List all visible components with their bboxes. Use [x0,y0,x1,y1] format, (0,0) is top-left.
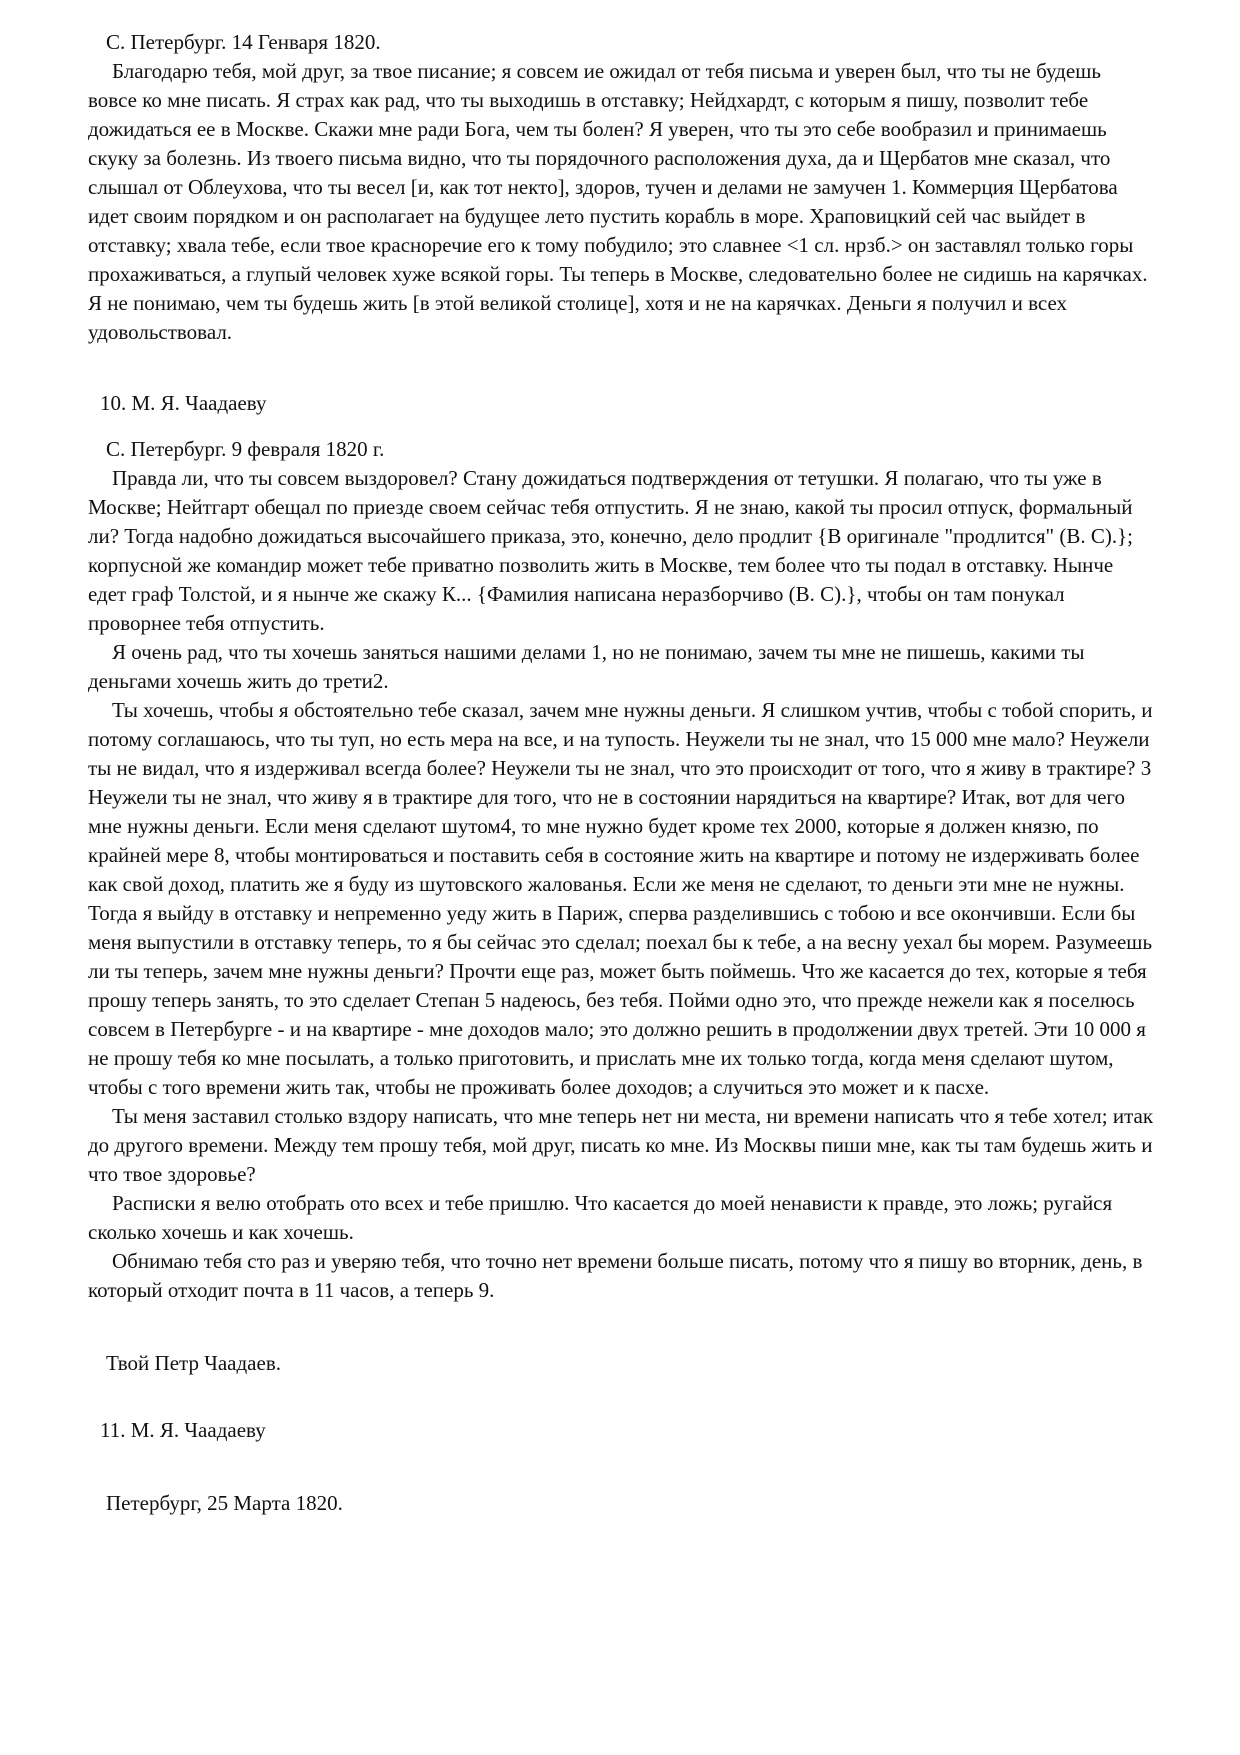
letter9-paragraph: Благодарю тебя, мой друг, за твое писание; я совсем ие ожидал от тебя письма и уверен был, что ты не будешь вовсе ко мне писать. Я страх как рад, что ты выходишь в отставку; Нейдхардт, с которым я пишу, позволит тебе дожидаться ее в Москве. Скажи мне ради Бога, чем ты болен? Я уверен, что ты это себе вообразил и принимаешь скуку за болезнь. Из твоего письма видно, что ты порядочного расположения духа, да и Щербатов мне сказал, что слышал от Облеухова, что ты весел [и, как тот некто], здоров, тучен и делами не замучен 1. Коммерция Щербатова идет своим порядком и он располагает на будущее лето пустить корабль в море. Храповицкий сей час выйдет в отставку; хвала тебе, если твое красноречие его к тому побудило; это славнее <1 сл. нрзб.> он заставлял только горы прохаживаться, а глупый человек хуже всякой горы. Ты теперь в Москве, следовательно более не сидишь на карячках. Я не понимаю, чем ты будешь жить [в этой великой столице], хотя и не на карячках. Деньги я получил и всех удовольствовал. [88,59,1148,344]
letter10-paragraph: Расписки я велю отобрать ото всех и тебе пришлю. Что касается до моей ненависти к правде, это ложь; ругайся сколько хочешь и как хочешь. [88,1191,1113,1244]
letter11-dateline: Петербург, 25 Марта 1820. [106,1491,343,1515]
letter10-paragraph: Обнимаю тебя сто раз и уверяю тебя, что точно нет времени больше писать, потому что я пишу во вторник, день, в который отходит почта в 11 часов, а теперь 9. [88,1249,1143,1302]
letter10-signature: Твой Петр Чаадаев. [106,1351,281,1375]
letter10-paragraph: Я очень рад, что ты хочешь заняться нашими делами 1, но не понимаю, зачем ты мне не пишешь, какими ты деньгами хочешь жить до трети2. [88,640,1085,693]
letter10-paragraph: Ты меня заставил столько вздору написать, что мне теперь нет ни места, ни времени написать что я тебе хотел; итак до другого времени. Между тем прошу тебя, мой друг, писать ко мне. Из Москвы пиши мне, как ты там будешь жить и что твое здоровье? [88,1104,1154,1186]
letter10-paragraph: Правда ли, что ты совсем выздоровел? Стану дожидаться подтверждения от тетушки. Я полагаю, что ты уже в Москве; Нейтгарт обещал по приезде своем сейчас тебя отпустить. Я не знаю, какой ты просил отпуск, формальный ли? Тогда надобно дожидаться высочайшего приказа, это, конечно, дело продлит {В оригинале "продлится" (В. С).}; корпусной же командир может тебе приватно позволить жить в Москве, тем более что ты подал в отставку. Нынче едет граф Толстой, и я нынче же скажу К... {Фамилия написана неразборчиво (В. С).}, чтобы он там понукал проворнее тебя отпустить. [88,466,1133,635]
letter11-title: 11. М. Я. Чаадаеву [100,1418,266,1442]
letter10-paragraph: Ты хочешь, чтобы я обстоятельно тебе сказал, зачем мне нужны деньги. Я слишком учтив, чтобы с тобой спорить, и потому соглашаюсь, что ты туп, но есть мера на все, и на тупость. Неужели ты не знал, что 15 000 мне мало? Неужели ты не видал, что я издерживал всегда более? Неужели ты не знал, что это происходит от того, что я живу в трактире? 3 Неужели ты не знал, что живу я в трактире для того, что не в состоянии нарядиться на квартире? Итак, вот для чего мне нужны деньги. Если меня сделают шутом4, то мне нужно будет кроме тех 2000, которые я должен князю, по крайней мере 8, чтобы монтироваться и поставить себя в состояние жить на квартире и потому не издерживать более как свой доход, платить же я буду из шутовского жалованья. Если же меня не сделают, то деньги эти мне не нужны. Тогда я выйду в отставку и непременно уеду жить в Париж, сперва разделившись с тобою и все окончивши. Если бы меня выпустили в отставку теперь, то я бы сейчас это сделал; поехал бы к тебе, а на весну уехал бы морем. Разумеешь ли ты теперь, зачем мне нужны деньги? Прочти еще раз, может быть поймешь. Что же касается до тех, которые я тебя прошу теперь занять, то это сделает Степан 5 надеюсь, без тебя. Пойми одно это, что прежде нежели как я поселюсь совсем в Петербурге - и на квартире - мне доходов мало; это должно решить в продолжении двух третей. Эти 10 000 я не прошу тебя ко мне посылать, а только приготовить, и прислать мне их только тогда, когда меня сделают шутом, чтобы с того времени жить так, чтобы не проживать более доходов; а случиться это может и к пасхе. [88,698,1153,1099]
letter9-dateline: С. Петербург. 14 Генваря 1820. [106,30,381,54]
letter10-dateline: С. Петербург. 9 февраля 1820 г. [106,437,385,461]
letter10-title: 10. М. Я. Чаадаеву [100,391,267,415]
document-page [88,28,1154,1518]
